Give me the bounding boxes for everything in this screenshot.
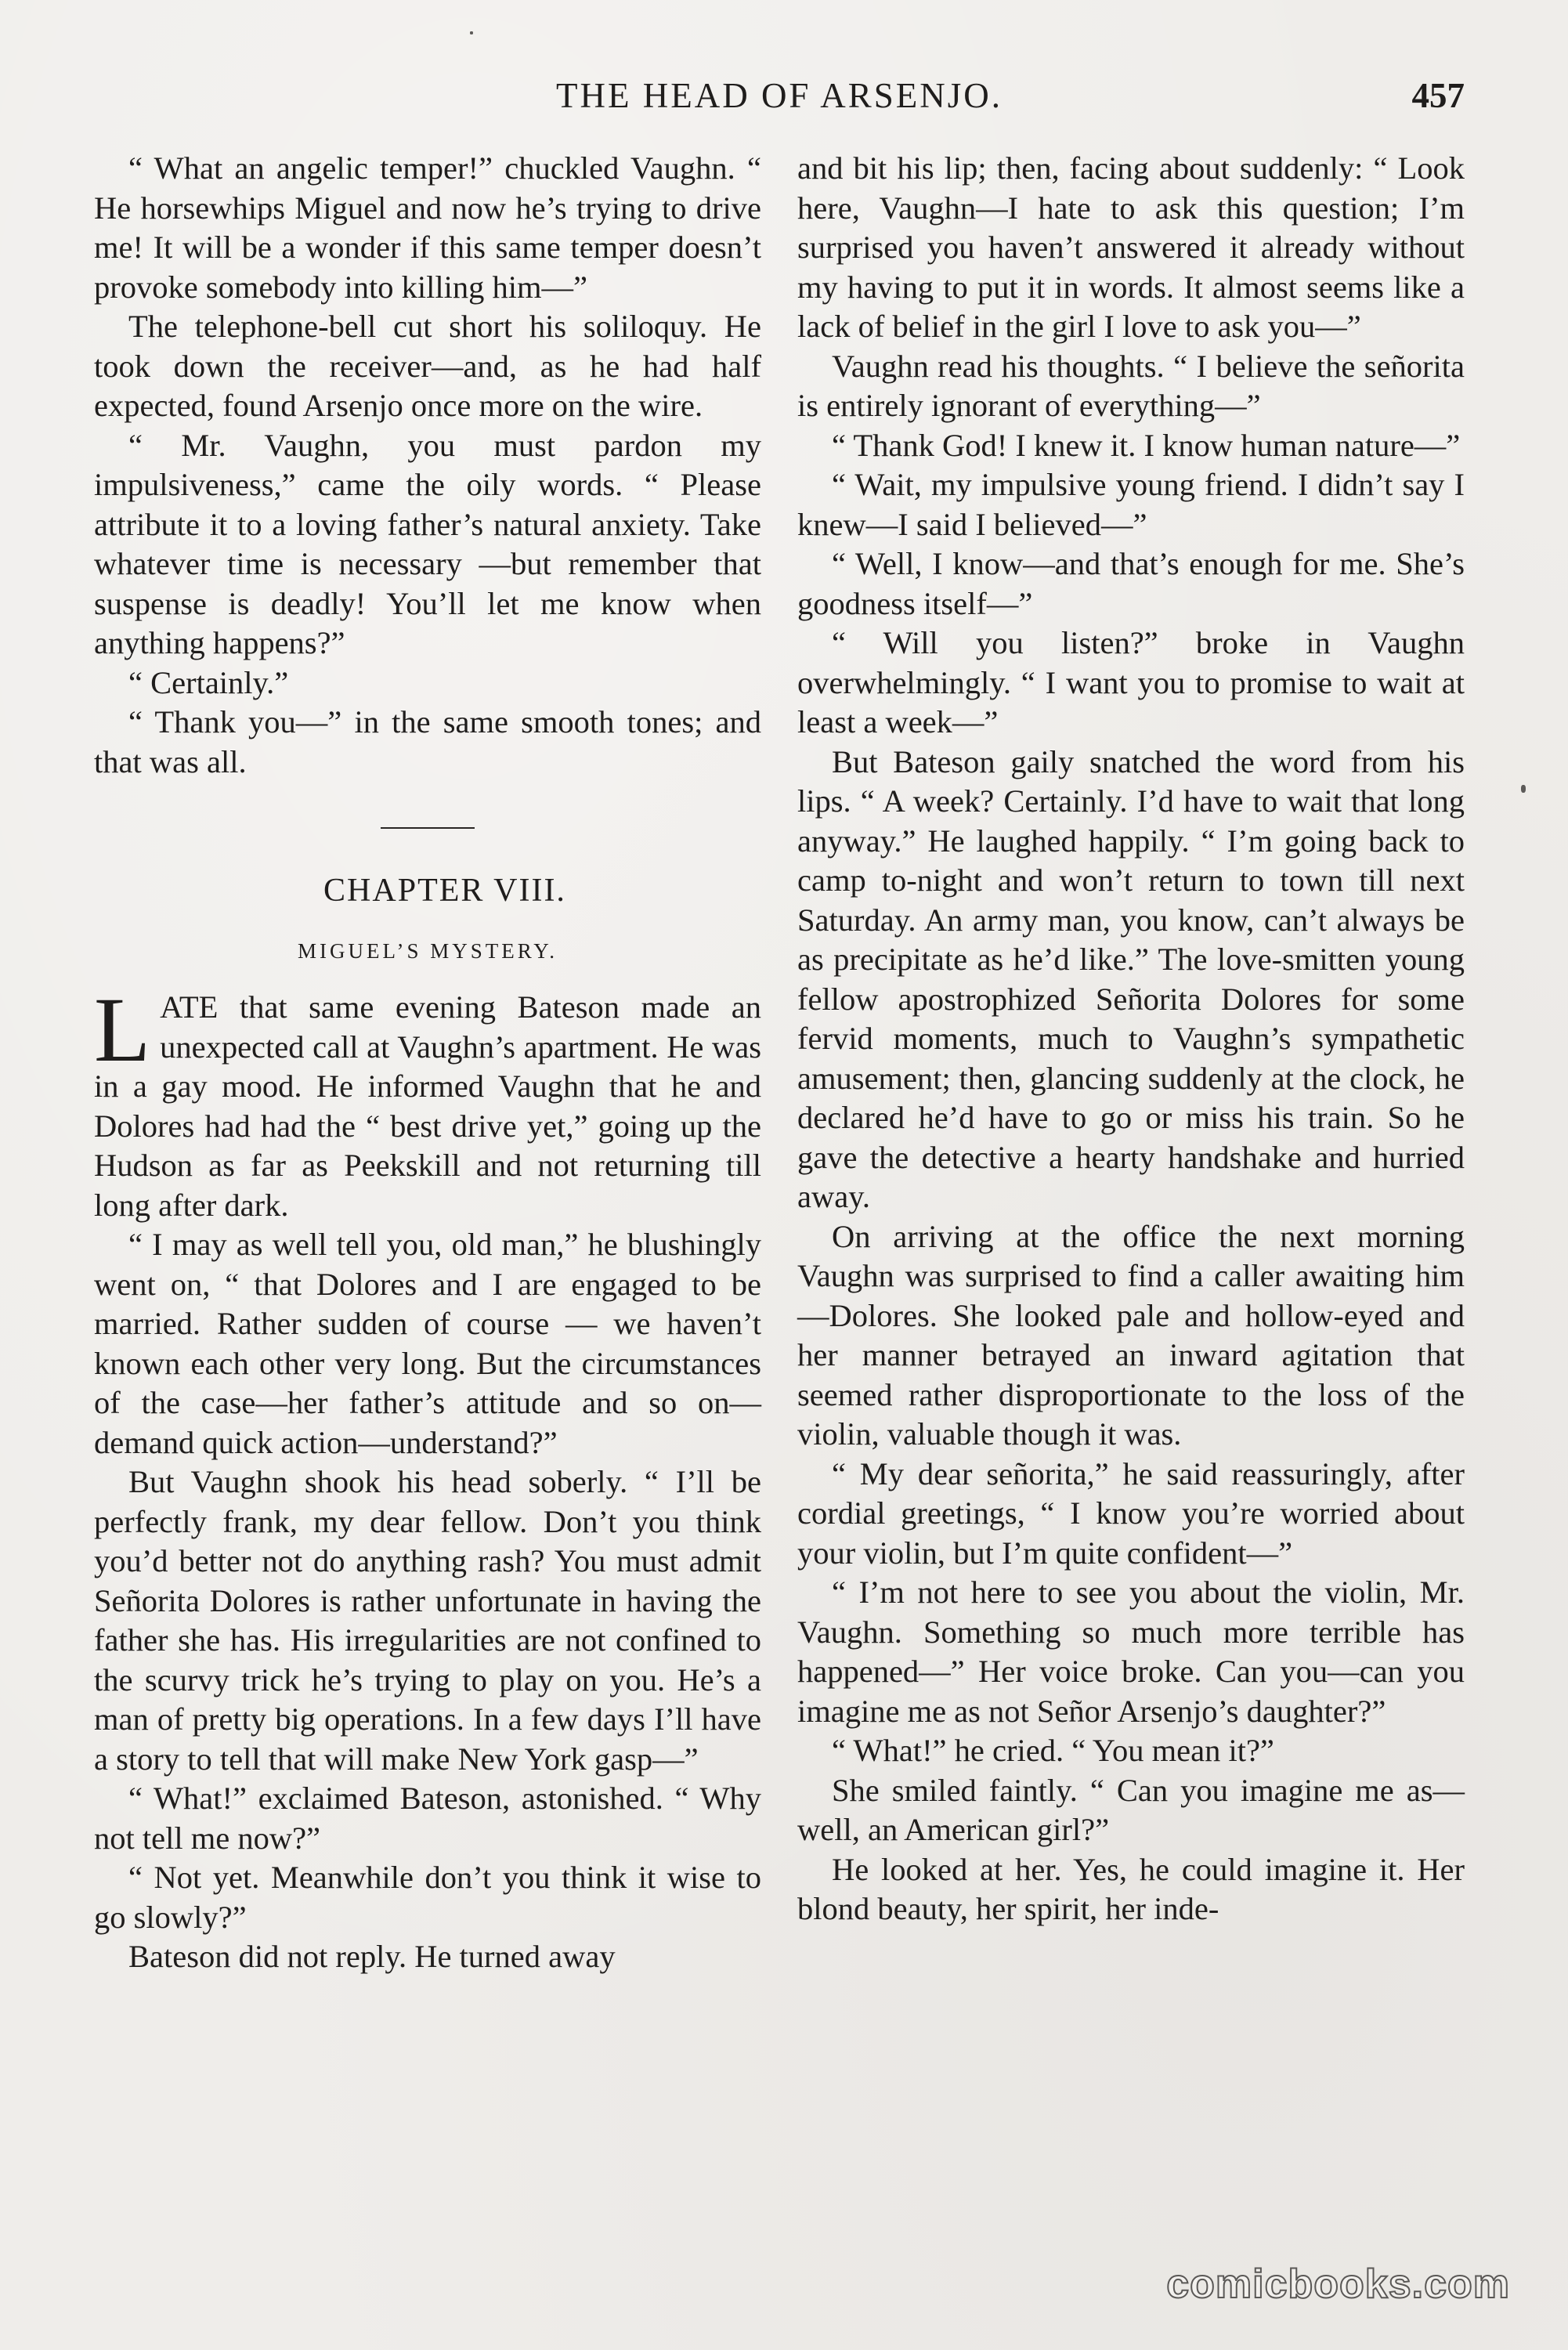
paragraph: “ Certainly.”	[128, 664, 289, 700]
section-divider	[381, 827, 475, 829]
opening-paragraph	[94, 978, 761, 1225]
paragraph: The telephone-bell cut short his soliloquy. He took down the receiver—and, as he had half expected, found Arsenjo once more on the wire.	[94, 309, 761, 423]
drop-cap: L	[94, 978, 151, 1081]
paragraph: She smiled faintly. “ Can you imagine me as—well, an American girl?”	[797, 1772, 1465, 1847]
page-number: 457	[1411, 76, 1465, 115]
paragraph: Bateson did not reply. He turned away	[128, 1939, 616, 1974]
paragraph: “ Mr. Vaughn, you must pardon my impulsiveness,” came the oily words. “ Please attribute it to a loving father’s natural anxiety. Take whatever time is necessary —but remember that suspense is deadly! You’ll let me know when anything happens?”	[94, 427, 761, 660]
site-watermark: comicbooks.com	[1166, 2261, 1510, 2307]
left-column	[94, 149, 761, 1977]
paragraph: “ Wait, my impulsive young friend. I didn’t say I knew—I said I believed—”	[797, 467, 1465, 542]
paragraph: “ What an angelic temper!” chuckled Vaughn. “ He horsewhips Miguel and now he’s trying to drive me! It will be a wonder if this same temper doesn’t provoke somebody into killing him—”	[94, 150, 761, 305]
paragraph: But Bateson gaily snatched the word from his lips. “ A week? Certainly. I’d have to wait that long anyway.” He laughed happily. “ I’m going back to camp to-night and won’t return to town till next Saturday. An army man, you know, can’t always be as precipitate as he’d like.” The love-smitten young fellow apostrophized Señorita Dolores for some fervid moments, much to Vaughn’s sympathetic amusement; then, glancing suddenly at the clock, he declared he’d have to go or miss his train. So he gave the detective a hearty handshake and hurried away.	[797, 743, 1465, 1214]
opening-text: ATE that same evening Bateson made an unexpected call at Vaughn’s apartment. He was in a gay mood. He informed Vaughn that he and Dolores had had the “ best drive yet,” going up the Hudson as far as Peekskill and not returning till long after dark.	[94, 989, 761, 1223]
running-head: THE HEAD OF ARSENJO.	[555, 76, 1003, 115]
chapter-title: CHAPTER VIII.	[323, 873, 566, 909]
paragraph: “ I’m not here to see you about the violin, Mr. Vaughn. Something so much more terrible has happened—” Her voice broke. Can you—can you imagine me as not Señor Arsenjo’s daughter?”	[797, 1574, 1465, 1729]
paragraph: and bit his lip; then, facing about suddenly: “ Look here, Vaughn—I hate to ask this question; I’m surprised you haven’t answered it already without my having to put it in words. It almost seems like a lack of belief in the girl I love to ask you—”	[797, 150, 1465, 344]
paragraph: “ My dear señorita,” he said reassuringly, after cordial greetings, “ I know you’re worried about your violin, but I’m quite confident—”	[797, 1455, 1465, 1571]
paragraph: “ What!” exclaimed Bateson, astonished. “ Why not tell me now?”	[94, 1781, 761, 1856]
paper-speck	[1521, 785, 1526, 793]
right-column	[797, 149, 1465, 1929]
paper-speck	[470, 31, 473, 34]
paragraph: “ What!” he cried. “ You mean it?”	[832, 1733, 1274, 1768]
paragraph: “ Not yet. Meanwhile don’t you think it wise to go slowly?”	[94, 1860, 761, 1935]
paragraph: “ Thank you—” in the same smooth tones; and that was all.	[94, 704, 761, 779]
paragraph: On arriving at the office the next morning Vaughn was surprised to find a caller awaiting him—Dolores. She looked pale and hollow-eyed and her manner betrayed an inward agitation that seemed rather disproportionate to the loss of the violin, valuable though it was.	[797, 1218, 1465, 1452]
paragraph: But Vaughn shook his head soberly. “ I’ll be perfectly frank, my dear fellow. Don’t you think you’d better not do anything rash? You must admit Señorita Dolores is rather unfortunate in having the father she has. His irregularities are not confined to the scurvy trick he’s trying to play on you. He’s a man of pretty big operations. In a few days I’ll have a story to tell that will make New York gasp—”	[94, 1464, 761, 1777]
page-header	[94, 75, 1465, 130]
paragraph: He looked at her. Yes, he could imagine it. Her blond beauty, her spirit, her inde-	[797, 1851, 1465, 1926]
paragraph: “ I may as well tell you, old man,” he blushingly went on, “ that Dolores and I are engaged to be married. Rather sudden of course — we haven’t known each other very long. But the circumstances of the case—her father’s attitude and so on— demand quick action—understand?”	[94, 1227, 761, 1460]
paragraph: “ Will you listen?” broke in Vaughn overwhelmingly. “ I want you to promise to wait at least a week—”	[797, 625, 1465, 739]
paragraph: “ Thank God! I knew it. I know human nature—”	[832, 427, 1461, 463]
paragraph: Vaughn read his thoughts. “ I believe the señorita is entirely ignorant of everything—”	[797, 348, 1465, 423]
chapter-subtitle: MIGUEL’S MYSTERY.	[297, 938, 558, 963]
paragraph: “ Well, I know—and that’s enough for me. She’s goodness itself—”	[797, 546, 1465, 621]
